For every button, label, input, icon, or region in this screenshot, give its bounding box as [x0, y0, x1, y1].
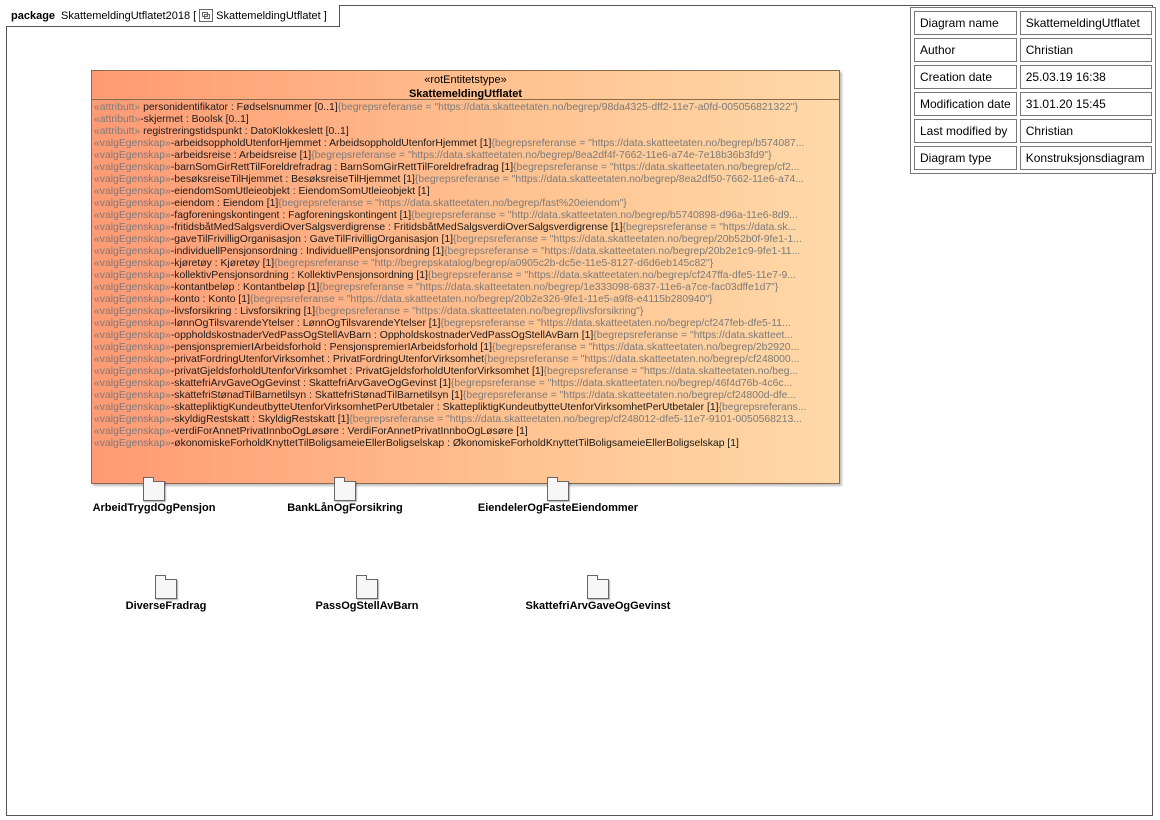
attribute-tagged-value: {begrepsreferanse = "https://data.skatteetaten.no/begrep/cf247ffa-dfe5-11e7-9...: [427, 270, 796, 281]
attribute-stereotype: «valgEgenskap»: [94, 174, 171, 185]
info-key: Author: [914, 38, 1017, 62]
package-skattefri-arv-gave-og-gevinst[interactable]: [518, 579, 678, 612]
attribute-stereotype: «valgEgenskap»: [94, 342, 171, 353]
package-diverse-fradrag[interactable]: [116, 579, 216, 612]
attribute-stereotype: «valgEgenskap»: [94, 402, 171, 413]
attribute-stereotype: «valgEgenskap»: [94, 270, 171, 281]
attribute-tagged-value: {begrepsreferanse = "https://data.skatteetaten.no/begrep/46f4d76b-4c6c...: [450, 378, 793, 389]
attribute-stereotype: «valgEgenskap»: [94, 138, 171, 149]
attribute-text: -økonomiskeForholdKnyttetTilBoligsameieEllerBoligselskap : ØkonomiskeForholdKnyttetTilBoligsameieEllerBoligselskap [1]: [170, 438, 739, 449]
attribute-text: -skattepliktigKundeutbytteUtenforVirksomhetPerUtbetaler : SkattepliktigKundeutbytteUtenforVirksomhetPerUtbetaler [1]: [170, 402, 719, 413]
frame-diagram-name: SkattemeldingUtflatet: [216, 9, 321, 22]
class-attribute[interactable]: [94, 138, 836, 150]
attribute-stereotype: «valgEgenskap»: [94, 354, 171, 365]
attribute-tagged-value: {begrepsreferanse = "https://data.skatteetaten.no/begrep/20b2e1c9-9fe1-11...: [444, 246, 801, 257]
class-attribute[interactable]: [94, 126, 836, 138]
attribute-tagged-value: {begrepsreferanse = "https://data.skatteetaten.no/begrep/8ea2df50-7662-11e6-a74...: [414, 174, 804, 185]
attribute-text: -skyldigRestskatt : SkyldigRestskatt [1]: [170, 414, 350, 425]
attribute-tagged-value: {begrepsreferans...: [718, 402, 807, 413]
attribute-stereotype: «valgEgenskap»: [94, 306, 171, 317]
attribute-tagged-value: {begrepsreferanse = "https://data.skatteetaten.no/begrep/cf248000...: [484, 354, 800, 365]
attribute-text: -individuellPensjonsordning : IndividuellPensjonsordning [1]: [170, 246, 445, 257]
class-attribute[interactable]: [94, 198, 836, 210]
attribute-text: -besøksreiseTilHjemmet : BesøksreiseTilHjemmet [1]: [170, 174, 415, 185]
info-key: Diagram name: [914, 11, 1017, 35]
info-row: [914, 146, 1152, 170]
package-label: EiendelerOgFasteEiendommer: [477, 502, 639, 514]
package-icon: [155, 579, 177, 599]
class-attribute[interactable]: [94, 354, 836, 366]
package-icon: [547, 481, 569, 501]
attribute-stereotype: «valgEgenskap»: [94, 414, 171, 425]
attribute-tagged-value: {begrepsreferanse = "https://data.skatteetaten.no/begrep/1e333098-6837-11e6-a7ce-fac03dffe1d7"}: [319, 282, 779, 293]
attribute-stereotype: «valgEgenskap»: [94, 186, 171, 197]
info-row: [914, 119, 1152, 143]
attribute-stereotype: «valgEgenskap»: [94, 258, 171, 269]
attribute-tagged-value: {begrepsreferanse = "http://data.skatteetaten.no/begrep/b5740898-d96a-11e6-8d9...: [411, 210, 798, 221]
attribute-text: -skattefriStønadTilBarnetilsyn : SkattefriStønadTilBarnetilsyn [1]: [170, 390, 463, 401]
attribute-tagged-value: {begrepsreferanse = "https://data.skatteetaten.no/begrep/cf248012-dfe5-11e7-9101-0050568213...: [349, 414, 802, 425]
info-value: Christian: [1020, 119, 1152, 143]
attribute-text: -arbeidsreise : Arbeidsreise [1]: [170, 150, 312, 161]
info-row: [914, 38, 1152, 62]
class-attribute[interactable]: [94, 102, 836, 114]
attribute-stereotype: «valgEgenskap»: [94, 318, 171, 329]
info-key: Creation date: [914, 65, 1017, 89]
package-pass-og-stell-av-barn[interactable]: [308, 579, 426, 612]
frame-keyword: package: [11, 9, 56, 22]
info-row: [914, 11, 1152, 35]
class-skattemelding-utflatet[interactable]: [91, 70, 840, 484]
class-attribute[interactable]: [94, 246, 836, 258]
attribute-text: -fritidsbåtMedSalgsverdiOverSalgsverdigrense : FritidsbåtMedSalgsverdiOverSalgsverdigrense [1]: [170, 222, 623, 233]
package-label: BankLånOgForsikring: [287, 502, 403, 514]
class-attribute[interactable]: [94, 186, 836, 198]
attribute-text: -livsforsikring : Livsforsikring [1]: [170, 306, 316, 317]
attribute-stereotype: «valgEgenskap»: [94, 222, 171, 233]
class-name: SkattemeldingUtflatet: [408, 88, 523, 100]
attribute-tagged-value: {begrepsreferanse = "https://data.skatteetaten.no/begrep/20b2e326-9fe1-11e5-a9f8-e4115b280940"}: [249, 294, 713, 305]
attribute-stereotype: «valgEgenskap»: [94, 162, 171, 173]
attribute-list: [92, 100, 839, 450]
attribute-stereotype: «valgEgenskap»: [94, 390, 171, 401]
class-attribute[interactable]: [94, 378, 836, 390]
attribute-tagged-value: {begrepsreferanse = "http://begrepskatalog/begrep/a0905c2b-dc5e-11e5-8127-d6d6eb145c82"}: [274, 258, 714, 269]
class-attribute[interactable]: [94, 258, 836, 270]
class-attribute[interactable]: [94, 270, 836, 282]
attribute-tagged-value: {begrepsreferanse = "https://data.skatteetaten.no/begrep/cf247feb-dfe5-11...: [440, 318, 791, 329]
attribute-text: -lønnOgTilsvarendeYtelser : LønnOgTilsvarendeYtelser [1]: [170, 318, 441, 329]
attribute-tagged-value: {begrepsreferanse = "https://data.sk...: [622, 222, 797, 233]
attribute-text: -fagforeningskontingent : Fagforeningskontingent [1]: [170, 210, 412, 221]
attribute-tagged-value: {begrepsreferanse = "https://data.skatteetaten.no/begrep/b574087...: [491, 138, 805, 149]
class-attribute[interactable]: [94, 114, 836, 126]
attribute-text: -barnSomGirRettTilForeldrefradrag : BarnSomGirRettTilForeldrefradrag [1]: [170, 162, 514, 173]
class-attribute[interactable]: [94, 282, 836, 294]
info-value: Christian: [1020, 38, 1152, 62]
info-value: 31.01.20 15:45: [1020, 92, 1152, 116]
package-icon: [334, 481, 356, 501]
attribute-text: -arbeidsoppholdUtenforHjemmet : ArbeidsoppholdUtenforHjemmet [1]: [170, 138, 492, 149]
attribute-text: personidentifikator : Fødselsnummer [0..1]: [140, 102, 338, 113]
frame-header: [6, 5, 340, 27]
attribute-tagged-value: {begrepsreferanse = "https://data.skatteetaten.no/begrep/cf24800d-dfe...: [462, 390, 797, 401]
info-value: Konstruksjonsdiagram: [1020, 146, 1152, 170]
attribute-stereotype: «valgEgenskap»: [94, 438, 171, 449]
attribute-tagged-value: {begrepsreferanse = "https://data.skatteetaten.no/begrep/cf2...: [513, 162, 800, 173]
attribute-stereotype: «valgEgenskap»: [94, 198, 171, 209]
attribute-stereotype: «attributt»: [94, 102, 141, 113]
class-attribute[interactable]: [94, 342, 836, 354]
attribute-tagged-value: {begrepsreferanse = "https://data.skatteetaten.no/begrep/livsforsikring"}: [315, 306, 644, 317]
package-label: ArbeidTrygdOgPensjon: [92, 502, 216, 514]
class-attribute[interactable]: [94, 174, 836, 186]
attribute-stereotype: «attributt»: [94, 114, 141, 125]
attribute-text: registreringstidspunkt : DatoKlokkeslett [0..1]: [140, 126, 349, 137]
info-row: [914, 92, 1152, 116]
package-label: DiverseFradrag: [125, 600, 207, 612]
diagram-info-table: [910, 7, 1156, 174]
class-attribute[interactable]: [94, 306, 836, 318]
attribute-text: -eiendomSomUtleieobjekt : EiendomSomUtleieobjekt [1]: [170, 186, 430, 197]
info-row: [914, 65, 1152, 89]
attribute-stereotype: «valgEgenskap»: [94, 330, 171, 341]
info-value: SkattemeldingUtflatet: [1020, 11, 1152, 35]
attribute-tagged-value: {begrepsreferanse = "https://data.skatteet...: [593, 330, 794, 341]
attribute-stereotype: «valgEgenskap»: [94, 294, 171, 305]
attribute-stereotype: «attributt»: [94, 126, 141, 137]
package-icon: [587, 579, 609, 599]
attribute-stereotype: «valgEgenskap»: [94, 150, 171, 161]
info-key: Diagram type: [914, 146, 1017, 170]
attribute-tagged-value: {begrepsreferanse = "https://data.skatteetaten.no/begrep/20b52b0f-9fe1-1...: [453, 234, 802, 245]
package-label: SkattefriArvGaveOgGevinst: [525, 600, 671, 612]
info-value: 25.03.19 16:38: [1020, 65, 1152, 89]
attribute-tagged-value: {begrepsreferanse = "https://data.skatteetaten.no/beg...: [543, 366, 799, 377]
class-attribute[interactable]: [94, 234, 836, 246]
attribute-text: -kontantbeløp : Kontantbeløp [1]: [170, 282, 320, 293]
package-name: SkattemeldingUtflatet2018: [61, 9, 191, 22]
class-attribute[interactable]: [94, 210, 836, 222]
package-eiendeler-og-faste-eiendommer[interactable]: [470, 481, 646, 514]
attribute-stereotype: «valgEgenskap»: [94, 246, 171, 257]
attribute-text: -kjøretøy : Kjøretøy [1]: [170, 258, 275, 269]
attribute-text: -verdiForAnnetPrivatInnboOgLøsøre : VerdiForAnnetPrivatInnboOgLøsøre [1]: [170, 426, 528, 437]
package-bank-lan-og-forsikring[interactable]: [282, 481, 408, 514]
attribute-text: -skattefriArvGaveOgGevinst : SkattefriArvGaveOgGevinst [1]: [170, 378, 451, 389]
attribute-stereotype: «valgEgenskap»: [94, 210, 171, 221]
attribute-text: -pensjonspremierIArbeidsforhold : PensjonspremierIArbeidsforhold [1]: [170, 342, 492, 353]
package-icon: [356, 579, 378, 599]
attribute-stereotype: «valgEgenskap»: [94, 234, 171, 245]
class-attribute[interactable]: [94, 294, 836, 306]
attribute-tagged-value: {begrepsreferanse = "https://data.skatteetaten.no/begrep/8ea2df4f-7662-11e6-a74e-7e18b36b3fd9"}: [311, 150, 772, 161]
attribute-text: -privatFordringUtenforVirksomhet : PrivatFordringUtenforVirksomhet: [170, 354, 485, 365]
attribute-text: -eiendom : Eiendom [1]: [170, 198, 279, 209]
bracket-close: ]: [323, 9, 327, 22]
attribute-tagged-value: {begrepsreferanse = "https://data.skatteetaten.no/begrep/98da4325-dff2-11e7-a0fd-005056821322"}: [337, 102, 798, 113]
attribute-text: -oppholdskostnaderVedPassOgStellAvBarn : OppholdskostnaderVedPassOgStellAvBarn [1]: [170, 330, 594, 341]
package-icon: [143, 481, 165, 501]
class-attribute[interactable]: [94, 318, 836, 330]
class-attribute[interactable]: [94, 366, 836, 378]
diagram-icon: [199, 9, 213, 22]
attribute-stereotype: «valgEgenskap»: [94, 378, 171, 389]
package-arbeid-trygd-og-pensjon[interactable]: [88, 481, 220, 514]
class-attribute[interactable]: [94, 330, 836, 342]
class-attribute[interactable]: [94, 222, 836, 234]
bracket-open: [: [193, 9, 197, 22]
class-header: [92, 71, 839, 100]
attribute-text: -konto : Konto [1]: [170, 294, 250, 305]
attribute-text: -privatGjeldsforholdUtenforVirksomhet : PrivatGjeldsforholdUtenforVirksomhet [1]: [170, 366, 544, 377]
class-attribute[interactable]: [94, 402, 836, 414]
info-key: Last modified by: [914, 119, 1017, 143]
class-attribute[interactable]: [94, 414, 836, 426]
attribute-text: -gaveTilFrivilligOrganisasjon : GaveTilFrivilligOrganisasjon [1]: [170, 234, 454, 245]
attribute-text: -skjermet : Boolsk [0..1]: [140, 114, 249, 125]
class-stereotype: «rotEntitetstype»: [424, 74, 507, 86]
attribute-text: -kollektivPensjonsordning : KollektivPensjonsordning [1]: [170, 270, 428, 281]
class-attribute[interactable]: [94, 438, 836, 450]
package-label: PassOgStellAvBarn: [315, 600, 419, 612]
class-attribute[interactable]: [94, 162, 836, 174]
attribute-stereotype: «valgEgenskap»: [94, 282, 171, 293]
class-attribute[interactable]: [94, 390, 836, 402]
class-attribute[interactable]: [94, 150, 836, 162]
attribute-stereotype: «valgEgenskap»: [94, 426, 171, 437]
class-attribute[interactable]: [94, 426, 836, 438]
info-key: Modification date: [914, 92, 1017, 116]
attribute-tagged-value: {begrepsreferanse = "https://data.skatteetaten.no/begrep/fast%20eiendom"}: [278, 198, 627, 209]
attribute-tagged-value: {begrepsreferanse = "https://data.skatteetaten.no/begrep/2b2920...: [491, 342, 800, 353]
attribute-stereotype: «valgEgenskap»: [94, 366, 171, 377]
